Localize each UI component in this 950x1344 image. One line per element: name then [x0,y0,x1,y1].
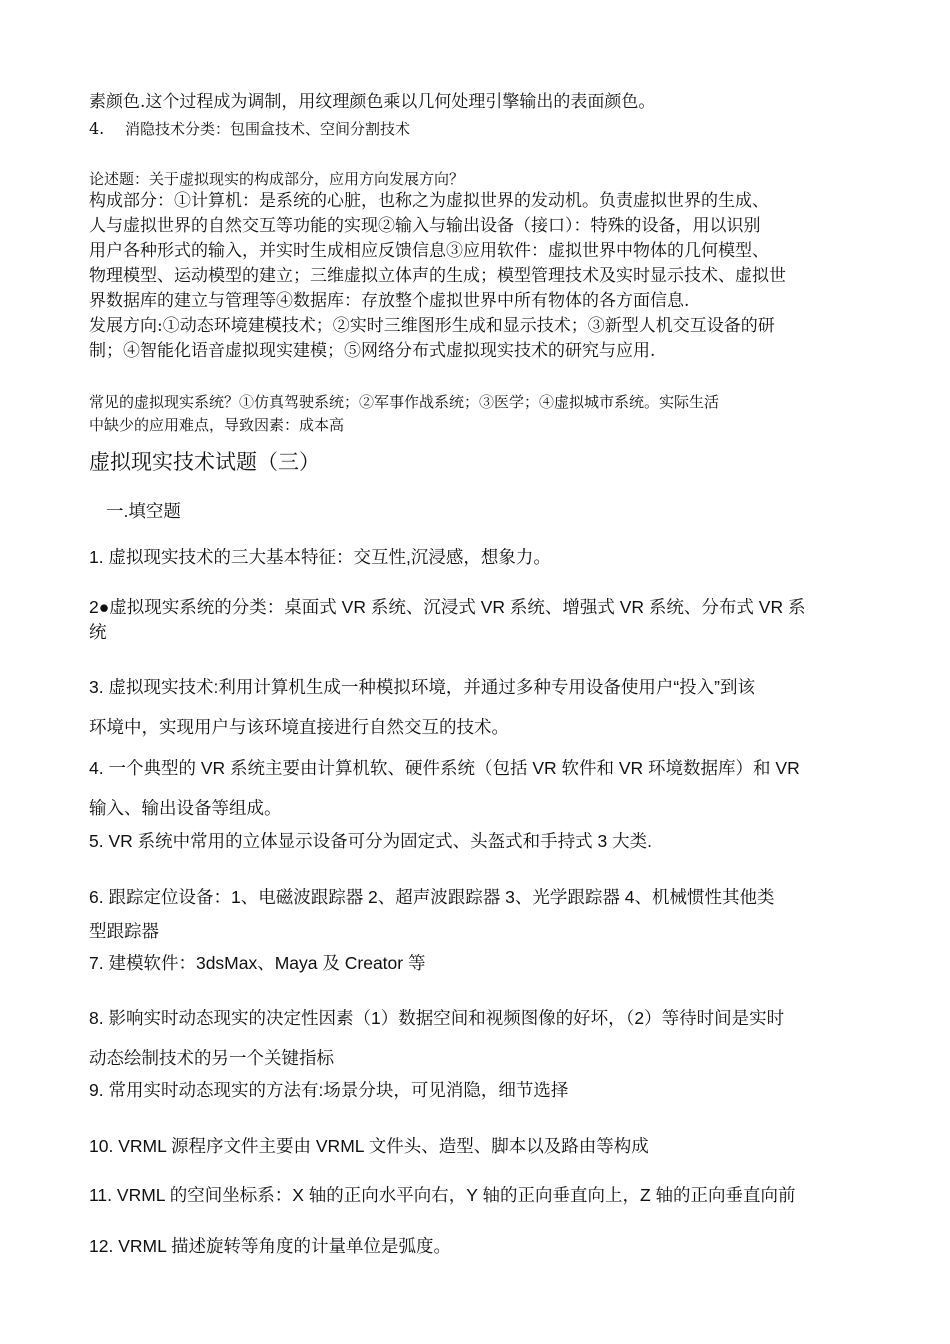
fill-item-9: 9. 常用实时动态现实的方法有:场景分块，可见消隐，细节选择 [89,1080,569,1100]
common-systems [89,391,869,437]
text-line: 常见的虚拟现实系统？①仿真驾驶系统；②军事作战系统；③医学；④虚拟城市系统。实际生活 [89,393,720,411]
text-line: 发展方向:①动态环境建模技术；②实时三维图形生成和显示技术；③新型人机交互设备的研 [89,316,775,336]
fill-item-10: 10. VRML 源程序文件主要由 VRML 文件头、造型、脚本以及路由等构成 [89,1136,649,1156]
essay-direction [89,314,869,364]
section-title: 虚拟现实技术试题（三） [89,451,320,474]
text-line: 构成部分：①计算机：是系统的心脏，也称之为虚拟世界的发动机。负责虚拟世界的生成、 [89,191,769,211]
item-hidden-surface [89,117,869,141]
text-line: 界数据库的建立与管理等④数据库：存放整个虚拟世界中所有物体的各方面信息. [89,291,690,311]
fill-item-5: 5. VR 系统中常用的立体显示设备可分为固定式、头盔式和手持式 3 大类. [89,831,652,851]
fill-item-8: 8. 影响实时动态现实的决定性因素（1）数据空间和视频图像的好坏，（2）等待时间是实时 动态绘制技术的另一个关键指标 [89,1008,785,1068]
text-line: 用户各种形式的输入，并实时生成相应反馈信息③应用软件：虚拟世界中物体的几何模型、 [89,241,769,261]
fill-item-11: 11. VRML 的空间坐标系：X 轴的正向水平向右，Y 轴的正向垂直向上，Z 轴的正向垂直向前 [89,1185,796,1205]
item-text: 消隐技术分类：包围盒技术、空间分割技术 [125,120,411,138]
fill-item-3: 3. 虚拟现实技术:利用计算机生成一种模拟环境，并通过多种专用设备使用户“投入”到该 环境中，实现用户与该环境直接进行自然交互的技术。 [89,677,755,737]
essay-composition [89,189,869,314]
text-line: 中缺少的应用难点，导致因素：成本高 [89,416,345,434]
fill-item-4: 4. 一个典型的 VR 系统主要由计算机软、硬件系统（包括 VR 软件和 VR 环境数据库）和 VR 输入、输出设备等组成。 [89,758,800,818]
text-line: 制；④智能化语音虚拟现实建模；⑤网络分布式虚拟现实技术的研究与应用. [89,341,656,361]
fill-item-7: 7. 建模软件：3dsMax、Maya 及 Creator 等 [89,953,426,973]
essay-question: 论述题：关于虚拟现实的构成部分，应用方向发展方向？ [89,170,465,188]
fill-item-2: 2●虚拟现实系统的分类：桌面式 VR 系统、沉浸式 VR 系统、增强式 VR 系统、分布式 VR 系 统 [89,597,806,642]
fill-item-1: 1. 虚拟现实技术的三大基本特征：交互性,沉浸感，想象力。 [89,547,551,567]
section-subtitle: 一.填空题 [106,501,181,521]
text-line: 人与虚拟世界的自然交互等功能的实现②输入与输出设备（接口）：特殊的设备，用以识别 [89,216,761,236]
item-number: 4. [89,119,105,138]
paragraph-modulation [89,90,869,115]
fill-item-12: 12. VRML 描述旋转等角度的计量单位是弧度。 [89,1236,452,1256]
fill-item-6: 6. 跟踪定位设备：1、电磁波跟踪器 2、超声波跟踪器 3、光学跟踪器 4、机械惯性其他类 型跟踪器 [89,887,775,941]
text-line: 物理模型、运动模型的建立；三维虚拟立体声的生成；模型管理技术及实时显示技术、虚拟世 [89,266,786,286]
text-line: 素颜色.这个过程成为调制，用纹理颜色乘以几何处理引擎输出的表面颜色。 [89,92,656,112]
